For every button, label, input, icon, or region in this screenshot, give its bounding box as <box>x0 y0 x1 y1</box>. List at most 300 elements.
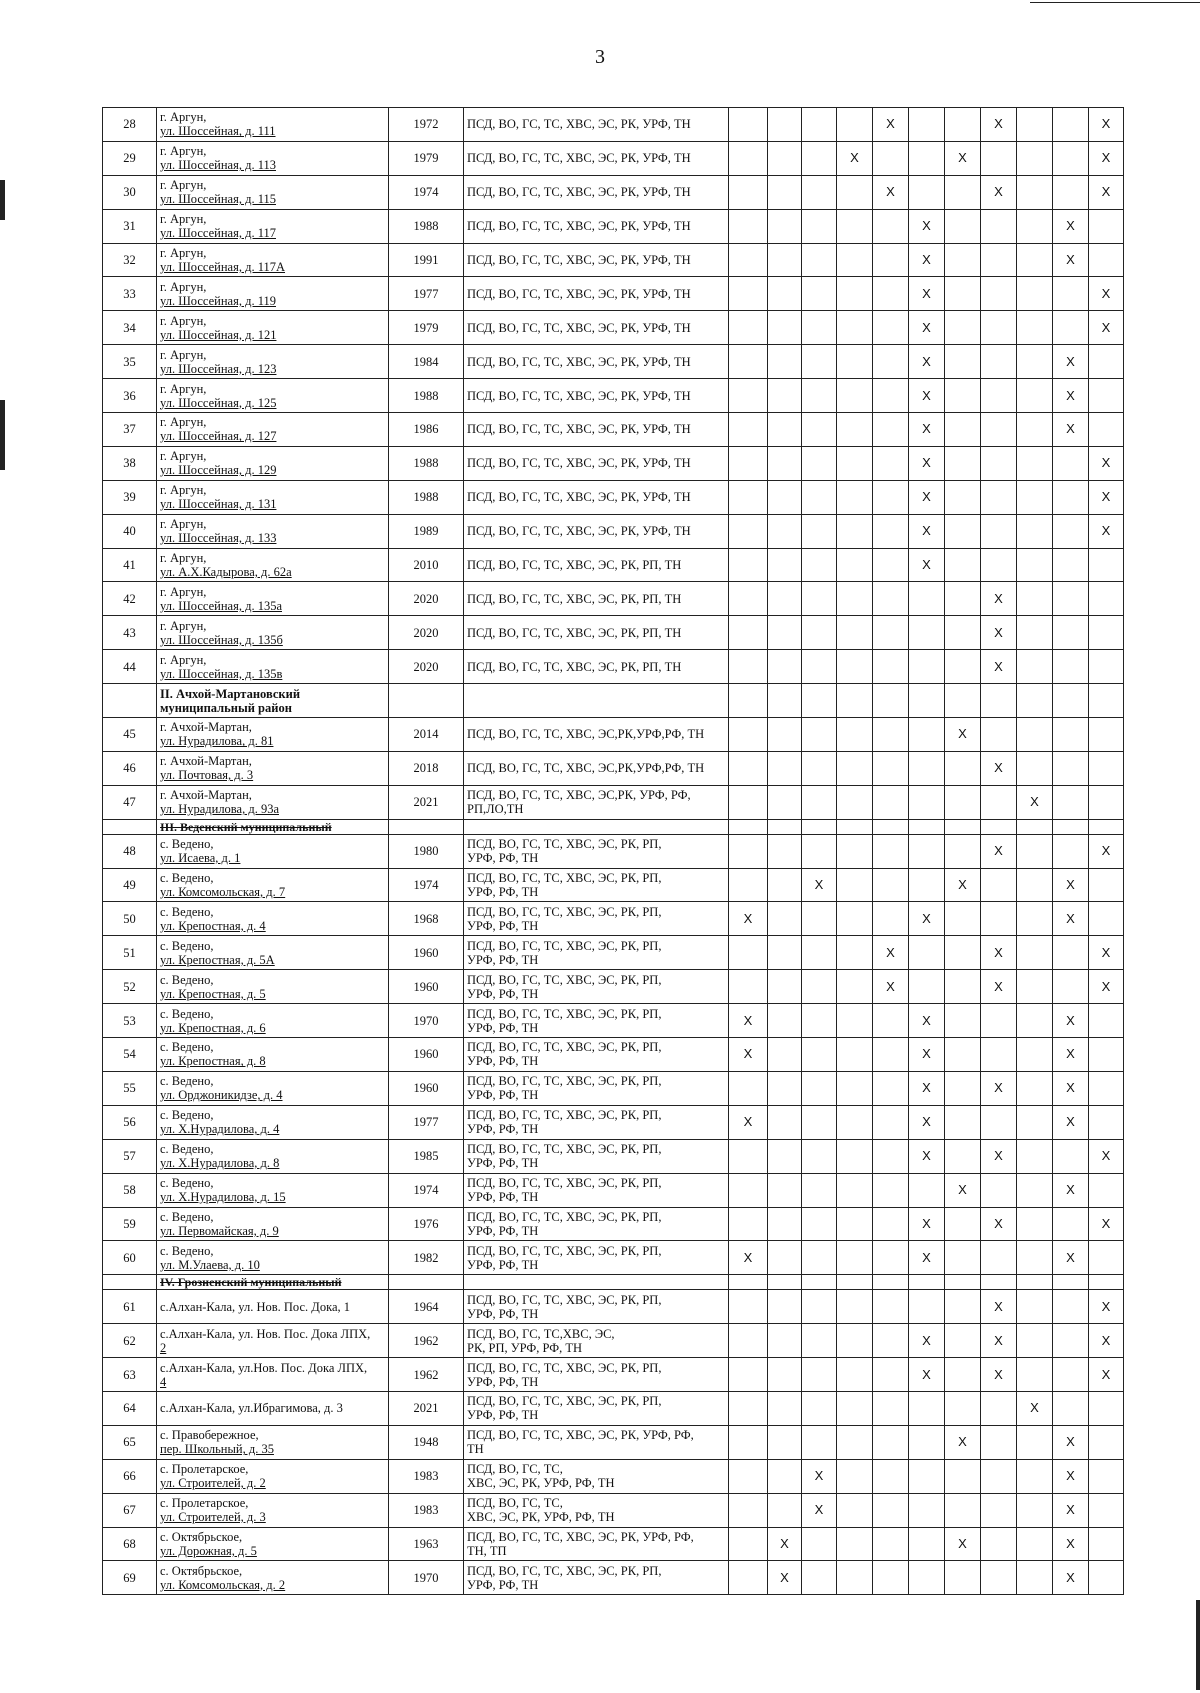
mark-cell <box>729 1358 768 1392</box>
mark-cell <box>768 751 802 785</box>
works-line: УРФ, РФ, ТН <box>467 1088 539 1103</box>
address-street: ул. Шоссейная, д. 117А <box>160 260 286 274</box>
mark-cell <box>729 1425 768 1459</box>
mark-cell <box>981 1275 1017 1290</box>
mark-cell <box>873 1290 909 1324</box>
year-cell: 1988 <box>389 209 464 243</box>
mark-cell <box>729 1241 768 1275</box>
x-mark: X <box>994 658 1003 674</box>
mark-cell <box>909 311 945 345</box>
works-cell <box>464 1561 729 1595</box>
mark-cell <box>1017 108 1053 142</box>
address-cell <box>157 1425 389 1459</box>
mark-cell <box>729 582 768 616</box>
works-line: ПСД, ВО, ГС, ТС, ХВС, ЭС, РК, УРФ, ТН <box>467 151 691 166</box>
x-mark: X <box>958 1434 967 1450</box>
works-line: ПСД, ВО, ГС, ТС, ХВС, ЭС, РК, РП, ТН <box>467 591 682 606</box>
x-mark: X <box>1101 285 1111 301</box>
mark-cell <box>802 480 837 514</box>
mark-cell <box>837 480 873 514</box>
mark-cell <box>1053 1561 1089 1595</box>
mark-cell <box>981 868 1017 902</box>
x-mark: X <box>1101 1332 1111 1348</box>
table-row <box>103 175 1124 209</box>
mark-cell <box>945 1275 981 1290</box>
x-mark: X <box>743 1114 753 1130</box>
mark-cell <box>945 1358 981 1392</box>
mark-cell <box>802 1561 837 1595</box>
address-street: ул. Шоссейная, д. 123 <box>160 361 277 376</box>
table-row <box>103 311 1124 345</box>
works-line: ПСД, ВО, ГС, ТС, ХВС, ЭС, РК, РП, ТН <box>467 659 682 674</box>
mark-cell <box>981 1527 1017 1561</box>
mark-cell <box>729 1038 768 1072</box>
row-number-cell: 69 <box>103 1561 157 1595</box>
mark-cell <box>837 834 873 868</box>
address-locality: с. Октябрьское, <box>160 1563 243 1578</box>
mark-cell <box>837 936 873 970</box>
mark-cell <box>729 1105 768 1139</box>
works-line: ПСД, ВО, ГС, ТС, ХВС, ЭС, РК, УРФ, ТН <box>467 320 691 335</box>
mark-cell <box>1017 175 1053 209</box>
year-cell: 2020 <box>389 616 464 650</box>
mark-cell <box>1017 345 1053 379</box>
mark-cell <box>768 650 802 684</box>
mark-cell <box>1017 413 1053 447</box>
mark-cell <box>909 209 945 243</box>
mark-cell <box>837 243 873 277</box>
x-mark: X <box>814 877 824 893</box>
x-mark: X <box>1066 877 1075 893</box>
address-street: ул. Шоссейная, д. 129 <box>160 463 277 478</box>
row-number-cell: 65 <box>103 1425 157 1459</box>
address-cell <box>157 1290 389 1324</box>
mark-cell <box>802 1071 837 1105</box>
address-cell <box>157 650 389 684</box>
address-cell <box>157 970 389 1004</box>
mark-cell <box>873 1241 909 1275</box>
mark-cell <box>981 311 1017 345</box>
works-line: ПСД, ВО, ГС, ТС,ХВС, ЭС, <box>467 1326 615 1341</box>
works-cell <box>464 650 729 684</box>
mark-cell <box>802 868 837 902</box>
mark-cell <box>729 1290 768 1324</box>
address-locality: г. Ачхой-Мартан, <box>160 720 252 735</box>
mark-cell <box>945 175 981 209</box>
mark-cell <box>1089 650 1124 684</box>
year-cell: 1964 <box>389 1290 464 1324</box>
row-number-cell: 30 <box>103 175 157 209</box>
mark-cell <box>1089 751 1124 785</box>
row-number-cell: 48 <box>103 834 157 868</box>
works-line: ПСД, ВО, ГС, ТС, ХВС, ЭС, РК, УРФ, РФ, <box>467 1529 694 1544</box>
mark-cell <box>945 243 981 277</box>
x-mark: X <box>1101 489 1111 505</box>
mark-cell <box>768 446 802 480</box>
table-row <box>103 1459 1124 1493</box>
table-row <box>103 480 1124 514</box>
mark-cell <box>909 1139 945 1173</box>
mark-cell <box>945 582 981 616</box>
address-cell <box>157 1241 389 1275</box>
mark-cell <box>768 379 802 413</box>
mark-cell <box>1017 1561 1053 1595</box>
works-cell <box>464 1290 729 1324</box>
mark-cell <box>909 1459 945 1493</box>
mark-cell <box>909 751 945 785</box>
mark-cell <box>1017 311 1053 345</box>
mark-cell <box>981 277 1017 311</box>
mark-cell <box>802 582 837 616</box>
mark-cell <box>1053 1139 1089 1173</box>
mark-cell <box>768 582 802 616</box>
row-number-cell: 67 <box>103 1493 157 1527</box>
mark-cell <box>802 243 837 277</box>
x-mark: X <box>1101 184 1111 200</box>
works-line: ПСД, ВО, ГС, ТС, ХВС, ЭС, РК, РП, ТН <box>467 558 682 573</box>
mark-cell <box>981 902 1017 936</box>
works-line: УРФ, РФ, ТН <box>467 851 539 866</box>
x-mark: X <box>994 1332 1003 1348</box>
mark-cell <box>837 616 873 650</box>
mark-cell <box>1053 108 1089 142</box>
mark-cell <box>729 1071 768 1105</box>
mark-cell <box>945 650 981 684</box>
mark-cell <box>768 1105 802 1139</box>
address-street: ул. Х.Нурадилова, д. 4 <box>160 1122 280 1137</box>
address-street: ул. Первомайская, д. 9 <box>160 1223 279 1238</box>
mark-cell <box>802 1358 837 1392</box>
year-cell: 1988 <box>389 379 464 413</box>
address-locality: с. Ведено, <box>160 1074 214 1089</box>
mark-cell <box>1017 1425 1053 1459</box>
works-cell <box>464 548 729 582</box>
mark-cell <box>802 446 837 480</box>
mark-cell <box>837 785 873 819</box>
address-cell <box>157 834 389 868</box>
works-cell <box>464 582 729 616</box>
address-locality: с. Пролетарское, <box>160 1496 249 1511</box>
x-mark: X <box>1101 523 1111 539</box>
mark-cell <box>945 548 981 582</box>
mark-cell <box>837 1527 873 1561</box>
mark-cell <box>837 108 873 142</box>
address-street: ул. Шоссейная, д. 121 <box>160 327 277 342</box>
mark-cell <box>802 1004 837 1038</box>
table-row <box>103 548 1124 582</box>
mark-cell <box>1017 1324 1053 1358</box>
x-mark: X <box>922 252 931 267</box>
section-header-row <box>103 1275 1124 1290</box>
x-mark: X <box>1066 910 1075 926</box>
address-street: ул. Шоссейная, д. 115 <box>160 192 276 207</box>
mark-cell <box>1053 413 1089 447</box>
mark-cell <box>1017 379 1053 413</box>
mark-cell <box>802 1173 837 1207</box>
mark-cell <box>909 718 945 752</box>
mark-cell <box>981 379 1017 413</box>
mark-cell <box>945 718 981 752</box>
section-title-line: II. Ачхой-Мартановский <box>160 686 301 701</box>
mark-cell <box>802 819 837 834</box>
year-cell: 1977 <box>389 277 464 311</box>
mark-cell <box>1053 819 1089 834</box>
mark-cell <box>837 1391 873 1425</box>
works-line: ПСД, ВО, ГС, ТС, ХВС, ЭС, РК, РП, <box>467 1360 662 1375</box>
mark-cell <box>1053 582 1089 616</box>
x-mark: X <box>1101 978 1111 994</box>
address-cell <box>157 413 389 447</box>
mark-cell <box>1017 1105 1053 1139</box>
x-mark: X <box>1101 319 1111 335</box>
mark-cell <box>1089 582 1124 616</box>
row-number-cell: 53 <box>103 1004 157 1038</box>
works-line: ПСД, ВО, ГС, ТС, ХВС, ЭС,РК,УРФ,РФ, ТН <box>467 727 705 742</box>
address-street: ул. Шоссейная, д. 135в <box>160 666 283 681</box>
x-mark: X <box>994 944 1003 960</box>
mark-cell <box>1089 1139 1124 1173</box>
x-mark: X <box>1101 1298 1111 1314</box>
address-locality: с. Ведено, <box>160 871 214 886</box>
mark-cell <box>1089 413 1124 447</box>
table-row <box>103 379 1124 413</box>
mark-cell <box>945 751 981 785</box>
mark-cell <box>1017 141 1053 175</box>
x-mark: X <box>886 978 895 994</box>
mark-cell <box>1089 616 1124 650</box>
x-mark: X <box>1101 944 1111 960</box>
mark-cell <box>873 902 909 936</box>
mark-cell <box>1089 108 1124 142</box>
mark-cell <box>873 936 909 970</box>
mark-cell <box>873 1561 909 1595</box>
row-number-cell <box>103 819 157 834</box>
x-mark: X <box>1101 1148 1111 1164</box>
mark-cell <box>909 785 945 819</box>
x-mark: X <box>1066 1502 1075 1518</box>
x-mark: X <box>922 523 931 539</box>
mark-cell <box>1017 650 1053 684</box>
address-cell <box>157 311 389 345</box>
mark-cell <box>945 970 981 1004</box>
address-cell <box>157 1105 389 1139</box>
mark-cell <box>1053 446 1089 480</box>
row-number-cell: 35 <box>103 345 157 379</box>
works-line: ПСД, ВО, ГС, ТС, ХВС, ЭС, РК, РП, <box>467 1108 662 1123</box>
mark-cell <box>945 1173 981 1207</box>
mark-cell <box>1017 868 1053 902</box>
mark-cell <box>873 548 909 582</box>
row-number-cell: 34 <box>103 311 157 345</box>
address-locality: с. Ведено, <box>160 837 214 852</box>
x-mark: X <box>1066 353 1075 369</box>
mark-cell <box>873 1324 909 1358</box>
works-cell <box>464 1004 729 1038</box>
mark-cell <box>729 1275 768 1290</box>
address-street: ул. Шоссейная, д. 133 <box>160 531 277 546</box>
mark-cell <box>909 684 945 718</box>
works-cell <box>464 718 729 752</box>
mark-cell <box>729 616 768 650</box>
mark-cell <box>1053 1425 1089 1459</box>
mark-cell <box>729 1493 768 1527</box>
mark-cell <box>1017 1173 1053 1207</box>
works-cell <box>464 785 729 819</box>
address-locality: с. Ведено, <box>160 972 214 987</box>
mark-cell <box>873 868 909 902</box>
mark-cell <box>945 868 981 902</box>
mark-cell <box>981 514 1017 548</box>
mark-cell <box>802 108 837 142</box>
mark-cell <box>768 209 802 243</box>
mark-cell <box>729 345 768 379</box>
year-cell: 1979 <box>389 311 464 345</box>
mark-cell <box>873 311 909 345</box>
mark-cell <box>945 311 981 345</box>
mark-cell <box>981 1459 1017 1493</box>
mark-cell <box>1017 834 1053 868</box>
address-street: ул. Крепостная, д. 5А <box>160 952 275 967</box>
mark-cell <box>837 718 873 752</box>
mark-cell <box>909 819 945 834</box>
address-cell <box>157 514 389 548</box>
works-cell <box>464 175 729 209</box>
mark-cell <box>1089 480 1124 514</box>
mark-cell <box>1053 1173 1089 1207</box>
mark-cell <box>837 582 873 616</box>
row-number-cell: 36 <box>103 379 157 413</box>
address-locality: г. Аргун, <box>160 449 207 464</box>
row-number-cell: 37 <box>103 413 157 447</box>
x-mark: X <box>1101 1215 1111 1231</box>
works-line: УРФ, РФ, ТН <box>467 1577 539 1592</box>
year-cell <box>389 684 464 718</box>
table-row <box>103 141 1124 175</box>
mark-cell <box>768 1139 802 1173</box>
mark-cell <box>1053 345 1089 379</box>
table-row <box>103 1561 1124 1595</box>
mark-cell <box>802 936 837 970</box>
mark-cell <box>729 1391 768 1425</box>
mark-cell <box>945 108 981 142</box>
works-line: УРФ, РФ, ТН <box>467 1020 539 1035</box>
mark-cell <box>1017 970 1053 1004</box>
mark-cell <box>837 175 873 209</box>
mark-cell <box>802 175 837 209</box>
row-number-cell: 38 <box>103 446 157 480</box>
table-row <box>103 718 1124 752</box>
address-locality: г. Аргун, <box>160 347 207 362</box>
address-street: ул. М.Улаева, д. 10 <box>160 1257 260 1272</box>
mark-cell <box>1053 141 1089 175</box>
mark-cell <box>802 834 837 868</box>
mark-cell <box>981 1241 1017 1275</box>
row-number-cell: 61 <box>103 1290 157 1324</box>
address-cell <box>157 868 389 902</box>
works-line: ПСД, ВО, ГС, ТС, ХВС, ЭС, РК, УРФ, ТН <box>467 456 691 471</box>
works-line: ПСД, ВО, ГС, ТС, ХВС, ЭС, РК, УРФ, ТН <box>467 490 691 505</box>
mark-cell <box>909 1173 945 1207</box>
address-street: ул. Шоссейная, д. 111 <box>160 124 276 139</box>
x-mark: X <box>1066 1182 1075 1198</box>
mark-cell <box>802 1241 837 1275</box>
row-number-cell: 50 <box>103 902 157 936</box>
table-row <box>103 1425 1124 1459</box>
mark-cell <box>1053 1105 1089 1139</box>
x-mark: X <box>922 489 931 505</box>
address-locality: с. Ведено, <box>160 1243 214 1258</box>
year-cell: 1986 <box>389 413 464 447</box>
address-street: 2 <box>160 1340 167 1355</box>
mark-cell <box>837 1425 873 1459</box>
works-cell <box>464 1459 729 1493</box>
mark-cell <box>768 785 802 819</box>
mark-cell <box>945 1290 981 1324</box>
works-line: УРФ, РФ, ТН <box>467 1306 539 1321</box>
year-cell: 1968 <box>389 902 464 936</box>
mark-cell <box>909 616 945 650</box>
mark-cell <box>768 413 802 447</box>
address-street: ул. Х.Нурадилова, д. 15 <box>160 1190 286 1205</box>
address-cell <box>157 175 389 209</box>
mark-cell <box>1089 1275 1124 1290</box>
works-cell <box>464 1358 729 1392</box>
x-mark: X <box>994 760 1003 776</box>
works-cell <box>464 1105 729 1139</box>
row-number-cell <box>103 684 157 718</box>
row-number-cell: 47 <box>103 785 157 819</box>
mark-cell <box>1089 277 1124 311</box>
works-line: УРФ, РФ, ТН <box>467 986 539 1001</box>
mark-cell <box>945 379 981 413</box>
x-mark: X <box>743 1046 753 1062</box>
year-cell: 1960 <box>389 936 464 970</box>
x-mark: X <box>994 624 1003 640</box>
table-row <box>103 1038 1124 1072</box>
mark-cell <box>768 175 802 209</box>
mark-cell <box>802 311 837 345</box>
mark-cell <box>837 751 873 785</box>
mark-cell <box>909 345 945 379</box>
table-row <box>103 834 1124 868</box>
mark-cell <box>729 902 768 936</box>
mark-cell <box>909 1358 945 1392</box>
address-cell <box>157 936 389 970</box>
mark-cell <box>768 936 802 970</box>
x-mark: X <box>1066 1249 1075 1265</box>
table-row <box>103 1207 1124 1241</box>
mark-cell <box>1089 684 1124 718</box>
address-cell <box>157 902 389 936</box>
address-cell <box>157 141 389 175</box>
year-cell: 2018 <box>389 751 464 785</box>
mark-cell <box>768 480 802 514</box>
table-row <box>103 1527 1124 1561</box>
mark-cell <box>768 868 802 902</box>
mark-cell <box>873 1493 909 1527</box>
address-locality: г. Аргун, <box>160 517 207 532</box>
works-line: ПСД, ВО, ГС, ТС, ХВС, ЭС, РК, РП, <box>467 1142 662 1157</box>
row-number-cell: 39 <box>103 480 157 514</box>
mark-cell <box>873 141 909 175</box>
mark-cell <box>945 1391 981 1425</box>
mark-cell <box>768 311 802 345</box>
mark-cell <box>1089 175 1124 209</box>
mark-cell <box>981 834 1017 868</box>
works-cell <box>464 1241 729 1275</box>
works-line: УРФ, РФ, ТН <box>467 1156 539 1171</box>
table-row <box>103 277 1124 311</box>
